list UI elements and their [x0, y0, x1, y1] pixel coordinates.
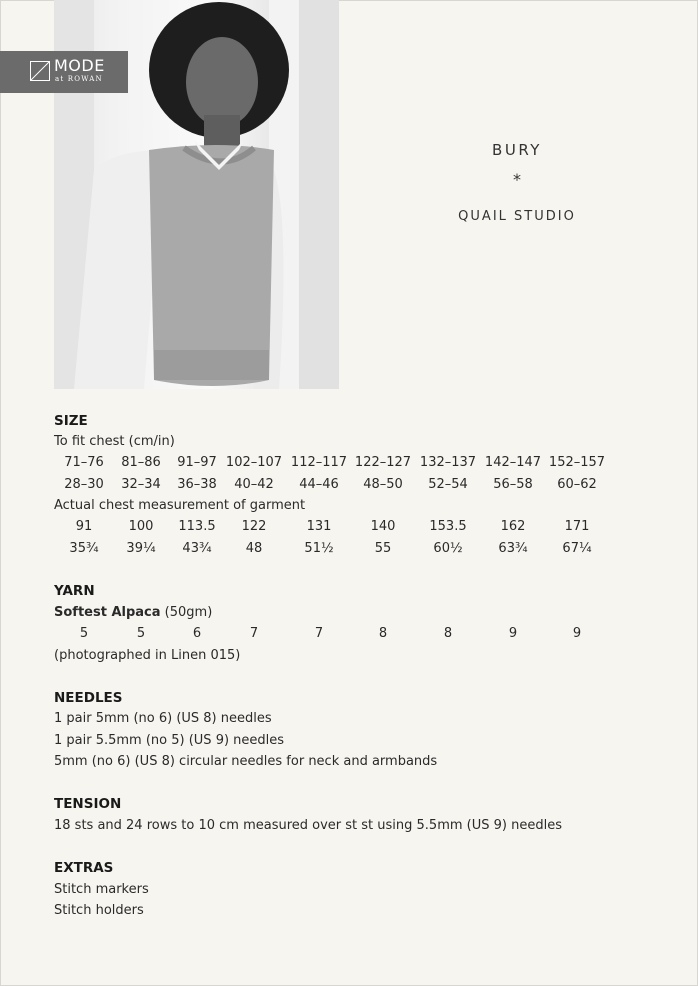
yarn-quantity: 7 — [314, 626, 324, 641]
fit-cm-value: 142–147 — [484, 455, 542, 470]
actual-in-value: 48 — [245, 541, 263, 556]
actual-in-value: 43¾ — [182, 541, 212, 556]
extras-line: Stitch markers — [54, 882, 149, 897]
brand-name: MODE — [54, 56, 105, 75]
tension-heading: TENSION — [54, 796, 122, 812]
yarn-name-line — [54, 605, 212, 621]
yarn-quantity: 9 — [572, 626, 582, 641]
needles-heading: NEEDLES — [54, 690, 123, 706]
actual-cm-value: 171 — [564, 519, 590, 534]
designer-name: QUAIL STUDIO — [458, 209, 576, 224]
fit-in-value: 56–58 — [493, 477, 533, 492]
actual-cm-value: 91 — [75, 519, 93, 534]
needles-line: 1 pair 5.5mm (no 5) (US 9) needles — [54, 733, 285, 748]
brand-subtitle: at ROWAN — [55, 75, 103, 83]
fit-in-value: 48–50 — [363, 477, 403, 492]
fit-chest-label: To fit chest (cm/in) — [54, 434, 175, 449]
fit-cm-row — [0, 455, 698, 471]
title-separator: * — [513, 170, 521, 189]
yarn-quantity: 5 — [136, 626, 146, 641]
actual-chest-label: Actual chest measurement of garment — [54, 498, 306, 513]
yarn-quantity: 9 — [508, 626, 518, 641]
actual-in-value: 55 — [374, 541, 392, 556]
actual-in-value: 51½ — [304, 541, 334, 556]
actual-cm-value: 162 — [500, 519, 526, 534]
actual-cm-row — [0, 519, 698, 535]
needles-line: 5mm (no 6) (US 8) circular needles for neck and armbands — [54, 754, 438, 769]
actual-cm-value: 140 — [370, 519, 396, 534]
yarn-name: Softest Alpaca — [54, 605, 161, 620]
yarn-note: (photographed in Linen 015) — [54, 648, 241, 663]
fit-cm-value: 122–127 — [354, 455, 412, 470]
yarn-quantity-row — [0, 626, 698, 642]
actual-in-value: 63¾ — [498, 541, 528, 556]
actual-cm-value: 131 — [306, 519, 332, 534]
actual-in-value: 67¼ — [562, 541, 592, 556]
fit-in-value: 44–46 — [299, 477, 339, 492]
tension-text: 18 sts and 24 rows to 10 cm measured over st st using 5.5mm (US 9) needles — [54, 818, 562, 833]
fit-in-row — [0, 477, 698, 493]
fit-cm-value: 91–97 — [177, 455, 217, 470]
fit-cm-value: 71–76 — [64, 455, 104, 470]
actual-cm-value: 113.5 — [178, 519, 216, 534]
needles-line: 1 pair 5mm (no 6) (US 8) needles — [54, 711, 272, 726]
brand-logo-icon — [30, 61, 50, 81]
fit-in-value: 52–54 — [428, 477, 468, 492]
fit-cm-value: 152–157 — [548, 455, 606, 470]
fit-cm-value: 102–107 — [225, 455, 283, 470]
actual-cm-value: 153.5 — [429, 519, 467, 534]
fit-in-value: 32–34 — [121, 477, 161, 492]
brand-badge — [0, 51, 128, 93]
yarn-weight: (50gm) — [160, 605, 213, 620]
actual-cm-value: 122 — [241, 519, 267, 534]
actual-in-row — [0, 541, 698, 557]
fit-in-value: 60–62 — [557, 477, 597, 492]
fit-in-value: 28–30 — [64, 477, 104, 492]
fit-cm-value: 132–137 — [419, 455, 477, 470]
actual-in-value: 35¾ — [69, 541, 99, 556]
extras-heading: EXTRAS — [54, 860, 114, 876]
yarn-quantity: 8 — [378, 626, 388, 641]
fit-cm-value: 81–86 — [121, 455, 161, 470]
actual-in-value: 39¼ — [126, 541, 156, 556]
yarn-quantity: 6 — [192, 626, 202, 641]
pattern-name: BURY — [492, 141, 542, 159]
fit-in-value: 36–38 — [177, 477, 217, 492]
fit-cm-value: 112–117 — [290, 455, 348, 470]
extras-line: Stitch holders — [54, 903, 144, 918]
actual-cm-value: 100 — [128, 519, 154, 534]
fit-in-value: 40–42 — [234, 477, 274, 492]
yarn-quantity: 8 — [443, 626, 453, 641]
actual-in-value: 60½ — [433, 541, 463, 556]
yarn-quantity: 7 — [249, 626, 259, 641]
yarn-quantity: 5 — [79, 626, 89, 641]
size-heading: SIZE — [54, 413, 88, 429]
yarn-heading: YARN — [54, 583, 95, 599]
